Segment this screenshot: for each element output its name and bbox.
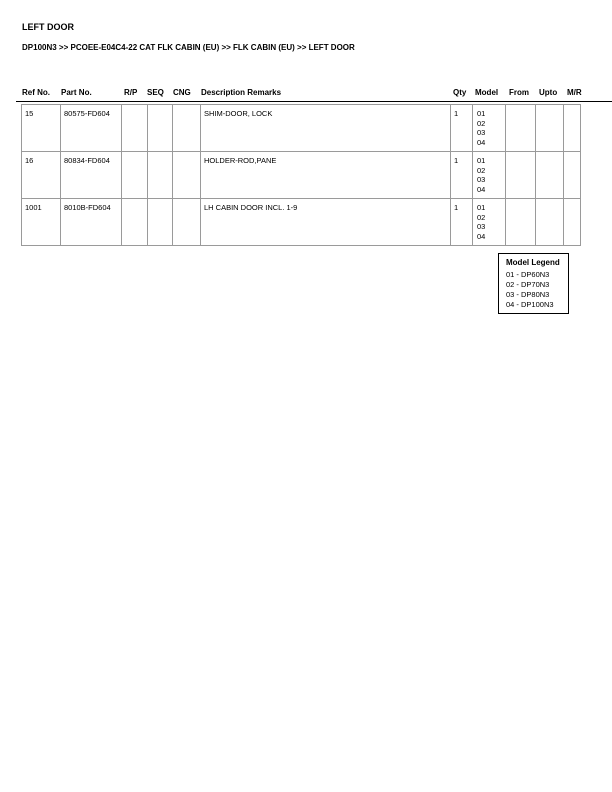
model-legend-item: 04 - DP100N3	[506, 300, 554, 309]
header-description: Description Remarks	[201, 88, 282, 97]
header-mr: M/R	[567, 88, 582, 97]
cell-rp	[122, 105, 148, 152]
cell-seq	[148, 105, 173, 152]
model-code: 04	[477, 138, 486, 148]
model-code: 04	[477, 232, 486, 242]
cell-model	[473, 199, 506, 246]
model-legend	[498, 253, 569, 314]
model-legend-item: 03 - DP80N3	[506, 290, 550, 299]
header-upto: Upto	[539, 88, 558, 97]
cell-rp	[122, 152, 148, 199]
cell-qty: 1	[451, 152, 473, 199]
cell-model	[473, 105, 506, 152]
cell-from	[506, 199, 536, 246]
header-qty: Qty	[453, 88, 467, 97]
cell-qty: 1	[451, 199, 473, 246]
model-code: 03	[477, 175, 486, 185]
table-row	[22, 199, 581, 246]
table-row	[22, 152, 581, 199]
cell-part-no: 80834-FD604	[61, 152, 122, 199]
cell-description: SHIM-DOOR, LOCK	[201, 105, 451, 152]
model-code: 03	[477, 128, 486, 138]
cell-rp	[122, 199, 148, 246]
cell-cng	[173, 152, 201, 199]
cell-mr	[564, 199, 581, 246]
cell-upto	[536, 152, 564, 199]
cell-part-no: 80575-FD604	[61, 105, 122, 152]
header-part-no: Part No.	[61, 88, 92, 97]
model-code: 04	[477, 185, 486, 195]
parts-table	[21, 104, 581, 246]
model-legend-title: Model Legend	[506, 258, 560, 267]
header-cng: CNG	[173, 88, 191, 97]
header-seq: SEQ	[147, 88, 164, 97]
model-code: 03	[477, 222, 486, 232]
header-ref-no: Ref No.	[22, 88, 50, 97]
cell-description: LH CABIN DOOR INCL. 1-9	[201, 199, 451, 246]
cell-part-no: 8010B-FD604	[61, 199, 122, 246]
cell-upto	[536, 105, 564, 152]
cell-mr	[564, 152, 581, 199]
model-code: 01	[477, 156, 486, 165]
cell-ref-no: 15	[22, 105, 61, 152]
header-rp: R/P	[124, 88, 138, 97]
model-code: 01	[477, 203, 486, 212]
cell-upto	[536, 199, 564, 246]
cell-mr	[564, 105, 581, 152]
model-code: 02	[477, 212, 486, 222]
cell-description: HOLDER-ROD,PANE	[201, 152, 451, 199]
header-divider	[16, 101, 612, 102]
header-model: Model	[475, 88, 499, 97]
model-code: 02	[477, 165, 486, 175]
cell-model	[473, 152, 506, 199]
cell-seq	[148, 199, 173, 246]
table-row	[22, 105, 581, 152]
header-from: From	[509, 88, 529, 97]
cell-qty: 1	[451, 105, 473, 152]
cell-cng	[173, 105, 201, 152]
cell-seq	[148, 152, 173, 199]
cell-ref-no: 1001	[22, 199, 61, 246]
page-title: LEFT DOOR	[22, 22, 74, 32]
cell-cng	[173, 199, 201, 246]
cell-ref-no: 16	[22, 152, 61, 199]
breadcrumb: DP100N3 >> PCOEE-E04C4-22 CAT FLK CABIN (EU) >> FLK CABIN (EU) >> LEFT DOOR	[22, 43, 355, 52]
cell-from	[506, 105, 536, 152]
model-legend-item: 01 - DP60N3	[506, 270, 550, 279]
model-legend-item: 02 - DP70N3	[506, 280, 550, 289]
cell-from	[506, 152, 536, 199]
model-code: 01	[477, 109, 486, 118]
model-code: 02	[477, 118, 486, 128]
